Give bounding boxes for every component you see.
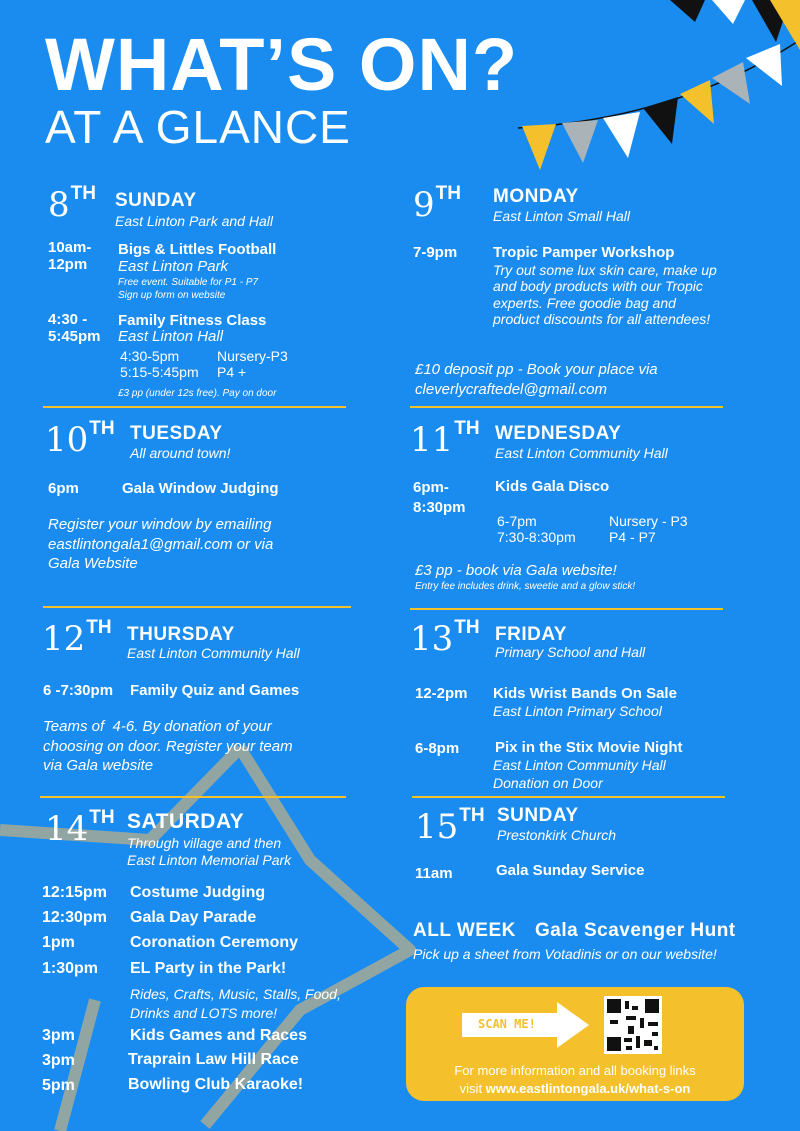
event-time: 3pm	[42, 1027, 75, 1044]
event-name: Bigs & Littles Football	[118, 241, 277, 258]
event-time: 7-9pm	[413, 244, 458, 261]
event-name: Family Fitness Class	[118, 312, 267, 329]
day-12-location: East Linton Community Hall	[127, 645, 300, 661]
day-13-name: FRIDAY	[495, 624, 567, 645]
page-subtitle: AT A GLANCE	[45, 101, 351, 153]
event-name: Coronation Ceremony	[130, 934, 299, 951]
all-week-label: ALL WEEK	[413, 920, 516, 941]
session-group: Nursery-P3	[217, 348, 288, 364]
day-8-location: East Linton Park and Hall	[115, 213, 273, 229]
event-time: 6pm- 8:30pm	[413, 479, 466, 516]
event-time: 10am- 12pm	[48, 239, 92, 274]
day-10-location: All around town!	[130, 445, 231, 461]
day-10-number: 10TH	[45, 418, 115, 460]
event-name: Tropic Pamper Workshop	[493, 244, 675, 261]
event-name: Kids Wrist Bands On Sale	[493, 685, 677, 702]
divider	[43, 406, 346, 408]
session-time: 6-7pm	[497, 513, 537, 529]
day-13-number: 13TH	[410, 617, 480, 659]
scan-info: For more information and all booking links	[454, 1063, 696, 1078]
day-9-location: East Linton Small Hall	[493, 208, 630, 224]
divider	[410, 608, 723, 610]
day-15-name: SUNDAY	[497, 805, 579, 826]
session-time: 5:15-5:45pm	[120, 364, 199, 380]
event-time: 12-2pm	[415, 685, 468, 702]
scan-me-label: SCAN ME!	[478, 1017, 536, 1031]
day-12-name: THURSDAY	[127, 624, 235, 645]
registration-note: Teams of 4-6. By donation of your choosing on door. Register your team via Gala website	[43, 718, 293, 774]
registration-note: Register your window by emailing eastlintongala1@gmail.com or via Gala Website	[48, 516, 274, 572]
event-time: 4:30 - 5:45pm	[48, 311, 101, 346]
event-name: Family Quiz and Games	[130, 682, 300, 699]
event-location: East Linton Park	[118, 258, 229, 275]
session-time: 7:30-8:30pm	[497, 529, 576, 545]
event-name: Gala Window Judging	[122, 480, 279, 497]
event-name: Bowling Club Karaoke!	[128, 1076, 304, 1093]
day-11-location: East Linton Community Hall	[495, 445, 668, 461]
day-12-number: 12TH	[42, 617, 112, 659]
day-9-number: 9TH	[413, 183, 461, 225]
event-description: Try out some lux skin care, make up and body products with our Tropic experts. Free goodie bag and product discounts for all attendees!	[493, 262, 717, 328]
day-13-location: Primary School and Hall	[495, 644, 646, 660]
event-location: Donation on Door	[493, 775, 603, 791]
event-name: Gala Day Parade	[130, 909, 257, 926]
day-14-location: Through village and then East Linton Memorial Park	[127, 835, 292, 868]
event-location: East Linton Community Hall	[493, 757, 666, 773]
event-note: Sign up form on website	[118, 290, 226, 301]
event-note: Free event. Suitable for P1 - P7	[118, 277, 259, 288]
divider	[40, 796, 346, 798]
divider	[410, 406, 723, 408]
event-time: 1pm	[42, 934, 75, 951]
session-time: 4:30-5pm	[120, 348, 180, 364]
day-11-number: 11TH	[410, 418, 480, 460]
qr-code[interactable]	[604, 996, 662, 1054]
all-week-note: Pick up a sheet from Votadinis or on our website!	[413, 946, 717, 962]
event-name: Traprain Law Hill Race	[128, 1051, 299, 1068]
day-15-number: 15TH	[415, 805, 485, 847]
event-time: 6-8pm	[415, 740, 460, 757]
event-time: 6 -7:30pm	[43, 682, 114, 699]
day-9-name: MONDAY	[493, 186, 579, 207]
day-11-name: WEDNESDAY	[495, 423, 622, 444]
divider	[412, 796, 725, 798]
day-14-number: 14TH	[45, 807, 115, 849]
event-time: 12:15pm	[42, 884, 107, 901]
session-group: P4 - P7	[609, 529, 656, 545]
event-description: Rides, Crafts, Music, Stalls, Food, Drinks and LOTS more!	[130, 986, 341, 1021]
event-location: East Linton Primary School	[493, 703, 662, 719]
website-link[interactable]: www.eastlintongala.uk/what-s-on	[485, 1081, 691, 1096]
session-group: P4 +	[217, 364, 247, 380]
all-week-event: Gala Scavenger Hunt	[535, 920, 736, 941]
event-time: 5pm	[42, 1077, 75, 1094]
day-8-number: 8TH	[48, 183, 96, 225]
event-note: Entry fee includes drink, sweetie and a glow stick!	[415, 581, 636, 592]
day-8-name: SUNDAY	[115, 190, 197, 211]
event-name: Kids Gala Disco	[495, 478, 610, 495]
event-time: 1:30pm	[42, 960, 99, 977]
event-time: 11am	[415, 865, 453, 882]
event-name: EL Party in the Park!	[130, 960, 287, 977]
event-name: Pix in the Stix Movie Night	[495, 739, 683, 756]
event-time: 12:30pm	[42, 909, 107, 926]
day-14-name: SATURDAY	[127, 810, 245, 833]
event-location: East Linton Hall	[118, 328, 224, 345]
bunting-decoration	[500, 0, 800, 175]
event-time: 6pm	[48, 480, 79, 497]
booking-note: £10 deposit pp - Book your place via cleverlycraftedel@gmail.com	[415, 361, 658, 398]
event-name: Gala Sunday Service	[496, 862, 645, 879]
divider	[43, 606, 351, 608]
session-group: Nursery - P3	[609, 513, 688, 529]
event-name: Costume Judging	[130, 884, 266, 901]
page-title: WHAT’S ON?	[45, 23, 519, 106]
event-note: £3 pp (under 12s free). Pay on door	[118, 388, 277, 399]
day-10-name: TUESDAY	[130, 423, 223, 444]
scan-visit-line: visit www.eastlintongala.uk/what-s-on	[459, 1081, 691, 1096]
booking-note: £3 pp - book via Gala website!	[415, 562, 617, 579]
day-15-location: Prestonkirk Church	[497, 827, 617, 843]
event-time: 3pm	[42, 1052, 75, 1069]
event-name: Kids Games and Races	[130, 1027, 307, 1044]
